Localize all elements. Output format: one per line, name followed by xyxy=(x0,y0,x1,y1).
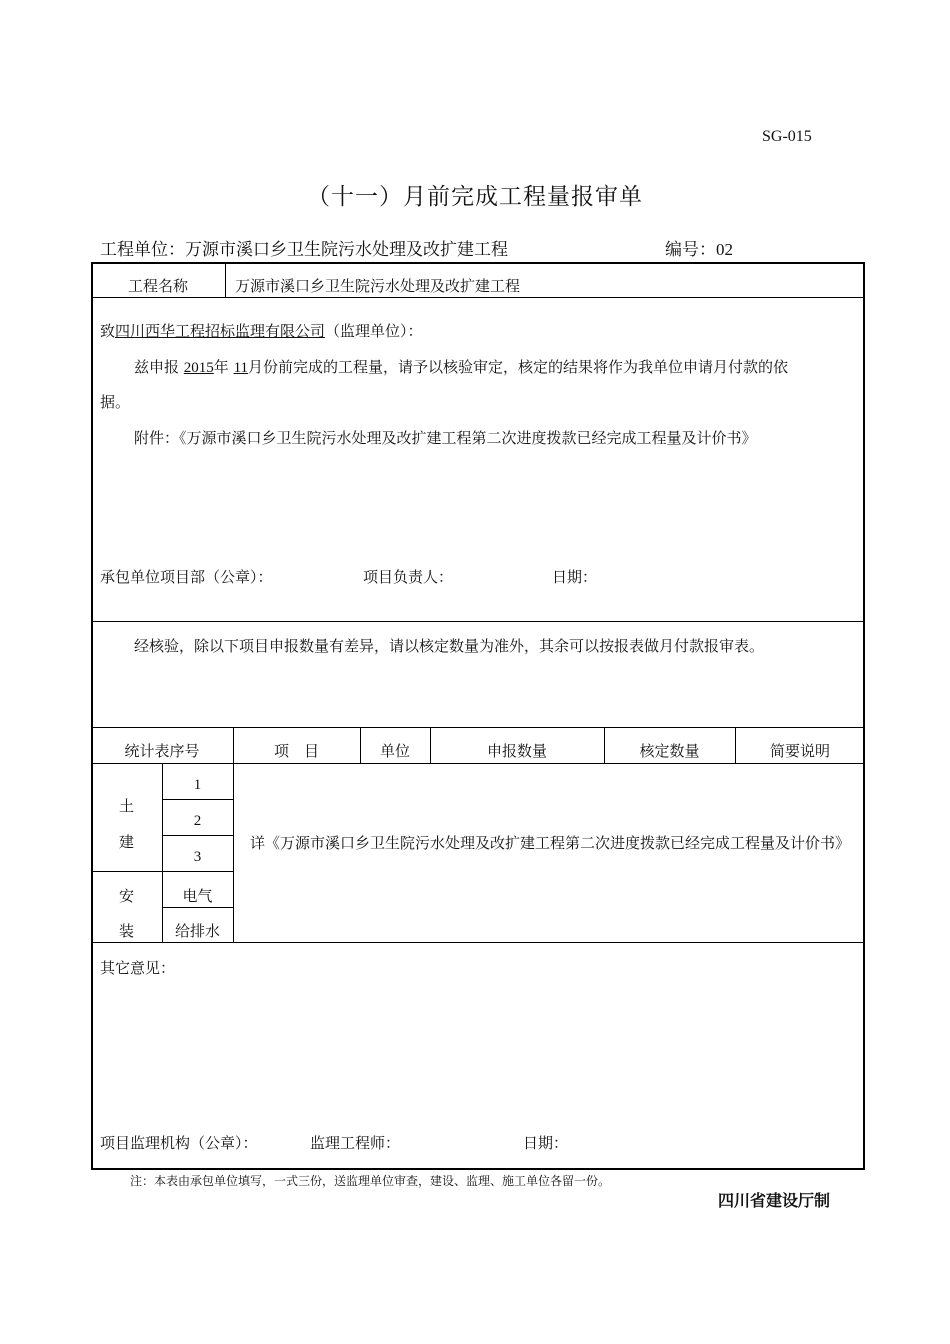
project-name-label: 工程名称 xyxy=(127,277,188,295)
detail-reference: 详《万源市溪口乡卫生院污水处理及改扩建工程第二次进度拨款已经完成工程量及计价书》 xyxy=(249,834,850,852)
table-header: 单位 xyxy=(379,742,410,760)
group-civil-char: 建 xyxy=(118,833,134,851)
body-line-1 xyxy=(134,356,788,377)
table-header: 简要说明 xyxy=(769,742,830,760)
divider xyxy=(233,763,234,942)
divider xyxy=(91,621,865,622)
divider xyxy=(91,763,865,764)
contractor-date-label: 日期： xyxy=(552,568,598,586)
supervisor-company: 四川西华工程招标监理有限公司 xyxy=(115,322,326,340)
divider xyxy=(162,907,234,908)
table-header: 核定数量 xyxy=(639,742,700,760)
serial-label: 编号： xyxy=(665,240,716,260)
form-frame xyxy=(91,262,865,1170)
group-install-char: 装 xyxy=(118,922,134,940)
body-line-2: 据。 xyxy=(100,393,131,411)
table-row-number: 3 xyxy=(193,849,202,865)
body-rest: 月份前完成的工程量，请予以核验审定，核定的结果将作为我单位申请月付款的依 xyxy=(248,358,789,376)
report-year: 2015 xyxy=(183,360,214,376)
issuer: 四川省建设厅制 xyxy=(718,1191,831,1210)
divider xyxy=(225,262,226,297)
table-row-item: 电气 xyxy=(182,887,213,905)
verification-text: 经核验，除以下项目申报数量有差异，请以核定数量为准外，其余可以按报表做月付款报审表。 xyxy=(134,637,765,655)
table-row-number: 2 xyxy=(193,813,202,829)
table-row-number: 1 xyxy=(193,777,202,793)
table-header: 申报数量 xyxy=(486,742,547,760)
table-row-item: 给排水 xyxy=(174,922,220,940)
other-opinions-label: 其它意见： xyxy=(100,959,176,977)
divider xyxy=(91,297,865,298)
supervision-engineer-label: 监理工程师： xyxy=(310,1134,401,1152)
supervision-date-label: 日期： xyxy=(523,1134,569,1152)
project-unit-label: 工程单位： xyxy=(100,240,185,260)
group-install-char: 安 xyxy=(118,887,134,905)
divider xyxy=(162,835,234,836)
form-code: SG-015 xyxy=(762,128,812,145)
page-title: （十一）月前完成工程量报审单 xyxy=(307,184,643,210)
serial-value: 02 xyxy=(716,240,733,259)
divider xyxy=(91,942,865,943)
addressee-prefix: 致 xyxy=(100,322,116,340)
addressee-suffix: （监理单位）： xyxy=(325,322,423,340)
report-month: 11 xyxy=(233,360,249,376)
year-suffix: 年 xyxy=(213,358,229,376)
project-unit-value: 万源市溪口乡卫生院污水处理及改扩建工程 xyxy=(185,240,508,260)
table-header: 项 目 xyxy=(273,742,319,760)
project-manager-label: 项目负责人： xyxy=(363,568,454,586)
project-name-value: 万源市溪口乡卫生院污水处理及改扩建工程 xyxy=(235,277,521,295)
serial-number xyxy=(665,235,733,260)
footnote: 注：本表由承包单位填写，一式三份，送监理单位审查，建设、监理、施工单位各留一份。 xyxy=(130,1174,611,1188)
addressee-line xyxy=(100,320,423,341)
attachment-line: 附件：《万源市溪口乡卫生院污水处理及改扩建工程第二次进度拨款已经完成工程量及计价书》 xyxy=(134,429,757,447)
divider xyxy=(162,799,234,800)
supervision-seal-label: 项目监理机构（公章）： xyxy=(100,1134,258,1152)
divider xyxy=(91,727,865,728)
table-header: 统计表序号 xyxy=(124,742,200,760)
project-unit-line xyxy=(100,235,508,260)
group-civil-char: 土 xyxy=(118,797,134,815)
contractor-seal-label: 承包单位项目部（公章）： xyxy=(100,568,273,586)
body-prefix: 兹申报 xyxy=(134,358,180,376)
